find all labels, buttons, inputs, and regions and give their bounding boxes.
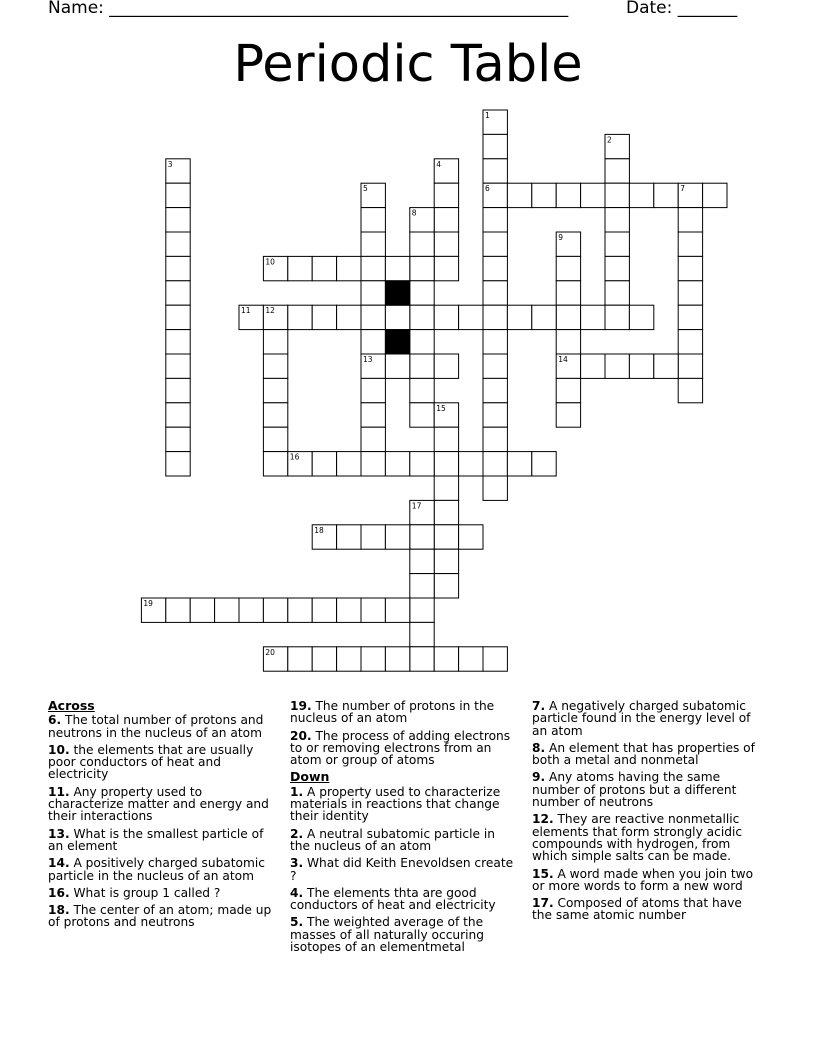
clue-number-label: 8 (411, 208, 417, 218)
crossword-cell[interactable] (337, 525, 361, 549)
clue-number-label: 13 (363, 355, 373, 364)
clue-number: 10. (48, 742, 70, 757)
crossword-cell[interactable] (605, 232, 629, 256)
crossword-cell[interactable] (215, 598, 239, 622)
clue-text: Composed of atoms that have the same atomic number (532, 896, 742, 923)
clue-number: 9. (532, 770, 546, 785)
crossword-cell[interactable] (166, 159, 190, 183)
crossword-cell[interactable] (190, 598, 214, 622)
crossword-cell[interactable] (361, 256, 385, 280)
down-heading: Down (290, 769, 330, 785)
clue-text: An element that has properties of both a metal and nonmetal (532, 740, 755, 768)
crossword-cell[interactable] (166, 452, 190, 476)
crossword-cell[interactable] (166, 598, 190, 622)
crossword-cell[interactable] (263, 452, 287, 476)
crossword-cell[interactable] (483, 476, 507, 500)
crossword-cell[interactable] (166, 208, 190, 232)
clue-number-label: 3 (167, 159, 173, 169)
crossword-cell[interactable] (410, 305, 434, 329)
crossword-cell[interactable] (556, 183, 580, 207)
crossword-cell[interactable] (654, 183, 678, 207)
crossword-cell[interactable] (532, 305, 556, 329)
clue-text: Any atoms having the same number of protons but a different number of neutrons (532, 770, 737, 810)
crossword-cell[interactable] (361, 378, 385, 402)
clue-number-label: 14 (558, 355, 568, 364)
clue-across-14 (48, 857, 280, 882)
crossword-cell[interactable] (434, 476, 458, 500)
date-field[interactable]: Date: _______ (626, 0, 738, 18)
crossword-cell[interactable] (263, 354, 287, 378)
clues-column-2 (290, 700, 518, 958)
crossword-cell[interactable] (361, 403, 385, 427)
crossword-cell[interactable] (288, 647, 312, 671)
crossword-cell[interactable] (166, 378, 190, 402)
clue-number-label: 11 (241, 306, 251, 316)
crossword-cell[interactable] (434, 427, 458, 451)
clue-number-label: 4 (436, 159, 441, 169)
crossword-cell[interactable] (605, 208, 629, 232)
crossword-cell[interactable] (434, 647, 458, 671)
crossword-cell[interactable] (434, 232, 458, 256)
crossword-cell[interactable] (556, 403, 580, 427)
crossword-cell[interactable] (312, 647, 336, 671)
clue-text: They are reactive nonmetallic elements that form strongly acidic compounds with hydrogen, from which simple salts can be made. (532, 812, 743, 864)
clue-number: 19. (290, 699, 312, 713)
clue-down-9 (532, 771, 764, 808)
crossword-cell[interactable] (556, 232, 580, 256)
clue-number-label: 1 (485, 111, 490, 120)
crossword-cell[interactable] (385, 256, 409, 280)
crossword-cell[interactable] (263, 647, 287, 671)
name-field[interactable]: Name: ______________________________________________________ (48, 0, 569, 18)
crossword-cell[interactable] (483, 647, 507, 671)
clue-text: Any property used to characterize matter and energy and their interactions (48, 784, 269, 824)
crossword-cell[interactable] (678, 330, 702, 354)
crossword-cell[interactable] (166, 183, 190, 207)
clue-number: 11. (48, 784, 70, 799)
crossword-cell[interactable] (166, 232, 190, 256)
crossword-cell[interactable] (361, 281, 385, 305)
crossword-cell[interactable] (678, 183, 702, 207)
crossword-cell[interactable] (434, 549, 458, 573)
crossword-cell[interactable] (361, 330, 385, 354)
clues-column-1 (48, 700, 280, 934)
crossword-cell[interactable] (288, 305, 312, 329)
clue-text: A property used to characterize materials in reactions that change their identity (290, 784, 501, 824)
clue-text: The center of an atom; made up of protons and neutrons (48, 903, 272, 930)
crossword-cell[interactable] (263, 403, 287, 427)
crossword-cell[interactable] (434, 183, 458, 207)
crossword-cell[interactable] (678, 256, 702, 280)
crossword-cell[interactable] (361, 647, 385, 671)
clue-number: 14. (48, 856, 70, 871)
crossword-cell[interactable] (605, 159, 629, 183)
clue-across-20 (290, 730, 518, 767)
clue-across-16 (48, 887, 280, 899)
crossword-cell[interactable] (483, 183, 507, 207)
clue-text: The total number of protons and neutrons in the nucleus of an atom (48, 713, 264, 740)
clue-across-13 (48, 828, 280, 853)
crossword-cell[interactable] (629, 305, 653, 329)
black-cell (385, 281, 409, 305)
clue-number-label: 16 (289, 452, 300, 462)
crossword-cell[interactable] (483, 208, 507, 232)
clue-text: The number of protons in the nucleus of an atom (290, 699, 495, 726)
crossword-cell[interactable] (361, 208, 385, 232)
crossword-cell[interactable] (410, 208, 434, 232)
clue-number-label: 12 (265, 306, 275, 316)
crossword-cell[interactable] (410, 574, 434, 598)
clue-number-label: 17 (411, 501, 422, 511)
crossword-cell[interactable] (166, 403, 190, 427)
crossword-cell[interactable] (483, 232, 507, 256)
crossword-cell[interactable] (483, 110, 507, 134)
clue-text: A positively charged subatomic particle in the nucleus of an atom (48, 856, 265, 883)
crossword-cell[interactable] (629, 183, 653, 207)
clue-text: What did Keith Enevoldsen create ? (290, 856, 514, 883)
crossword-cell[interactable] (434, 208, 458, 232)
crossword-cell[interactable] (288, 598, 312, 622)
clue-number-label: 18 (314, 525, 324, 535)
clue-number: 1. (290, 784, 304, 799)
crossword-cell[interactable] (166, 330, 190, 354)
crossword-cell[interactable] (410, 354, 434, 378)
clue-across-11 (48, 786, 280, 823)
crossword-cell[interactable] (678, 232, 702, 256)
clue-number: 8. (532, 740, 546, 755)
clue-down-12 (532, 813, 764, 862)
crossword-cell[interactable] (410, 403, 434, 427)
crossword-cell[interactable] (605, 183, 629, 207)
crossword-cell[interactable] (434, 525, 458, 549)
crossword-cell[interactable] (483, 134, 507, 158)
clue-number: 16. (48, 885, 70, 900)
clue-across-18 (48, 904, 280, 929)
crossword-cell[interactable] (239, 305, 263, 329)
crossword-cell[interactable] (141, 598, 165, 622)
crossword-cell[interactable] (605, 354, 629, 378)
crossword-cell[interactable] (410, 232, 434, 256)
crossword-cell[interactable] (312, 598, 336, 622)
clue-number: 18. (48, 903, 70, 918)
crossword-cell[interactable] (556, 354, 580, 378)
clue-number-label: 7 (680, 184, 685, 194)
crossword-cell[interactable] (678, 305, 702, 329)
clue-text: A word made when you join two or more words to form a new word (532, 866, 754, 893)
crossword-cell[interactable] (385, 305, 409, 329)
crossword-cell[interactable] (483, 452, 507, 476)
crossword-cell[interactable] (434, 159, 458, 183)
crossword-cell[interactable] (410, 598, 434, 622)
crossword-cell[interactable] (434, 403, 458, 427)
clue-down-1 (290, 786, 518, 823)
crossword-cell[interactable] (556, 305, 580, 329)
crossword-cell[interactable] (410, 378, 434, 402)
crossword-cell[interactable] (385, 647, 409, 671)
crossword-cell[interactable] (678, 378, 702, 402)
crossword-cell[interactable] (410, 525, 434, 549)
clue-number: 15. (532, 866, 554, 881)
clue-text: A negatively charged subatomic particle found in the energy level of an atom (532, 699, 751, 738)
crossword-cell[interactable] (434, 574, 458, 598)
across-heading: Across (48, 698, 95, 713)
crossword-cell[interactable] (483, 159, 507, 183)
crossword-cell[interactable] (507, 183, 531, 207)
clue-number: 5. (290, 915, 304, 930)
clue-down-2 (290, 828, 518, 853)
crossword-cell[interactable] (629, 354, 653, 378)
crossword-cell[interactable] (605, 256, 629, 280)
crossword-cell[interactable] (361, 354, 385, 378)
crossword-cell[interactable] (166, 427, 190, 451)
crossword-cell[interactable] (239, 598, 263, 622)
crossword-cell[interactable] (410, 330, 434, 354)
crossword-cell[interactable] (483, 378, 507, 402)
crossword-cell[interactable] (361, 598, 385, 622)
crossword-cell[interactable] (312, 256, 336, 280)
crossword-cell[interactable] (459, 647, 483, 671)
crossword-cell[interactable] (581, 305, 605, 329)
clue-number-label: 10 (265, 257, 275, 267)
clues-column-3 (532, 700, 764, 927)
crossword-cell[interactable] (361, 305, 385, 329)
crossword-cell[interactable] (483, 330, 507, 354)
crossword-cell[interactable] (312, 452, 336, 476)
crossword-cell[interactable] (263, 598, 287, 622)
crossword-cell[interactable] (434, 354, 458, 378)
clue-text: The process of adding electrons to or removing electrons from an atom or group of atoms (290, 728, 511, 768)
crossword-cell[interactable] (556, 256, 580, 280)
crossword-cell[interactable] (312, 525, 336, 549)
crossword-cell[interactable] (361, 183, 385, 207)
crossword-cell[interactable] (410, 622, 434, 646)
clue-number-label: 6 (485, 184, 490, 194)
crossword-cell[interactable] (410, 500, 434, 524)
crossword-cell[interactable] (654, 354, 678, 378)
clue-text: The elements thta are good conductors of heat and electricity (290, 885, 496, 913)
clue-text: The weighted average of the masses of all naturally occuring isotopes of an elementmetal (290, 915, 484, 955)
crossword-cell[interactable] (678, 208, 702, 232)
crossword-cell[interactable] (483, 354, 507, 378)
crossword-cell[interactable] (532, 183, 556, 207)
clue-down-4 (290, 887, 518, 912)
clue-across-6 (48, 714, 280, 739)
clue-number: 20. (290, 728, 312, 743)
crossword-cell[interactable] (385, 354, 409, 378)
crossword-cell[interactable] (507, 305, 531, 329)
clue-down-17 (532, 897, 764, 922)
clue-number-label: 19 (143, 599, 153, 608)
crossword-cell[interactable] (166, 256, 190, 280)
crossword-cell[interactable] (337, 256, 361, 280)
crossword-cell[interactable] (410, 281, 434, 305)
crossword-cell[interactable] (263, 305, 287, 329)
crossword-cell[interactable] (483, 256, 507, 280)
clue-text: What is group 1 called ? (73, 885, 221, 900)
clue-number-label: 2 (607, 135, 612, 145)
crossword-cell[interactable] (337, 647, 361, 671)
crossword-cell[interactable] (385, 452, 409, 476)
crossword-cell[interactable] (605, 281, 629, 305)
crossword-cell[interactable] (288, 452, 312, 476)
crossword-cell[interactable] (459, 452, 483, 476)
crossword-cell[interactable] (581, 183, 605, 207)
crossword-cell[interactable] (263, 378, 287, 402)
crossword-cell[interactable] (385, 598, 409, 622)
crossword-cell[interactable] (312, 305, 336, 329)
clue-number: 13. (48, 826, 70, 841)
crossword-cell[interactable] (263, 330, 287, 354)
clue-down-5 (290, 916, 518, 953)
crossword-cell[interactable] (483, 403, 507, 427)
clue-number-label: 9 (558, 233, 563, 242)
clue-down-15 (532, 868, 764, 893)
black-cell (385, 330, 409, 354)
crossword-cell[interactable] (410, 452, 434, 476)
clue-number: 3. (290, 856, 304, 871)
crossword-cell[interactable] (166, 305, 190, 329)
crossword-cell[interactable] (678, 354, 702, 378)
crossword-cell[interactable] (507, 452, 531, 476)
clue-across-19 (290, 700, 518, 725)
crossword-cell[interactable] (410, 256, 434, 280)
clue-number: 7. (532, 699, 546, 713)
crossword-cell[interactable] (483, 281, 507, 305)
crossword-cell[interactable] (166, 354, 190, 378)
crossword-cell[interactable] (556, 281, 580, 305)
crossword-cell[interactable] (556, 378, 580, 402)
clue-number: 4. (290, 885, 304, 900)
page-title: Periodic Table (233, 35, 583, 94)
crossword-cell[interactable] (263, 427, 287, 451)
crossword-cell[interactable] (703, 183, 727, 207)
crossword-cell[interactable] (483, 427, 507, 451)
crossword-cell[interactable] (361, 452, 385, 476)
crossword-cell[interactable] (288, 256, 312, 280)
crossword-cell[interactable] (434, 500, 458, 524)
clue-text: What is the smallest particle of an element (48, 826, 264, 853)
clue-text: the elements that are usually poor conductors of heat and electricity (48, 742, 254, 782)
crossword-cell[interactable] (337, 598, 361, 622)
crossword-cell[interactable] (483, 305, 507, 329)
clue-across-10 (48, 744, 280, 781)
crossword-cell[interactable] (166, 281, 190, 305)
crossword-cell[interactable] (337, 452, 361, 476)
clue-down-8 (532, 742, 764, 767)
clue-number-label: 20 (265, 647, 275, 657)
crossword-cell[interactable] (556, 330, 580, 354)
crossword-cell[interactable] (410, 647, 434, 671)
clue-number: 17. (532, 896, 554, 911)
crossword-cell[interactable] (410, 549, 434, 573)
crossword-cell[interactable] (385, 525, 409, 549)
crossword-cell[interactable] (434, 256, 458, 280)
crossword-cell[interactable] (337, 305, 361, 329)
crossword-cell[interactable] (434, 305, 458, 329)
crossword-cell[interactable] (361, 232, 385, 256)
crossword-cell[interactable] (532, 452, 556, 476)
clue-number: 2. (290, 826, 304, 841)
crossword-cell[interactable] (678, 281, 702, 305)
crossword-cell[interactable] (581, 354, 605, 378)
crossword-cell[interactable] (434, 452, 458, 476)
clue-down-7 (532, 700, 764, 737)
crossword-cell[interactable] (263, 256, 287, 280)
clue-number: 6. (48, 713, 62, 728)
clue-down-3 (290, 857, 518, 882)
clue-number: 12. (532, 812, 554, 827)
clue-number-label: 5 (363, 184, 368, 194)
crossword-cell[interactable] (605, 134, 629, 158)
clue-text: A neutral subatomic particle in the nucleus of an atom (290, 826, 495, 853)
crossword-cell[interactable] (459, 525, 483, 549)
crossword-cell[interactable] (605, 305, 629, 329)
crossword-cell[interactable] (361, 525, 385, 549)
clue-number-label: 15 (436, 403, 446, 413)
crossword-cell[interactable] (361, 427, 385, 451)
crossword-cell[interactable] (459, 305, 483, 329)
